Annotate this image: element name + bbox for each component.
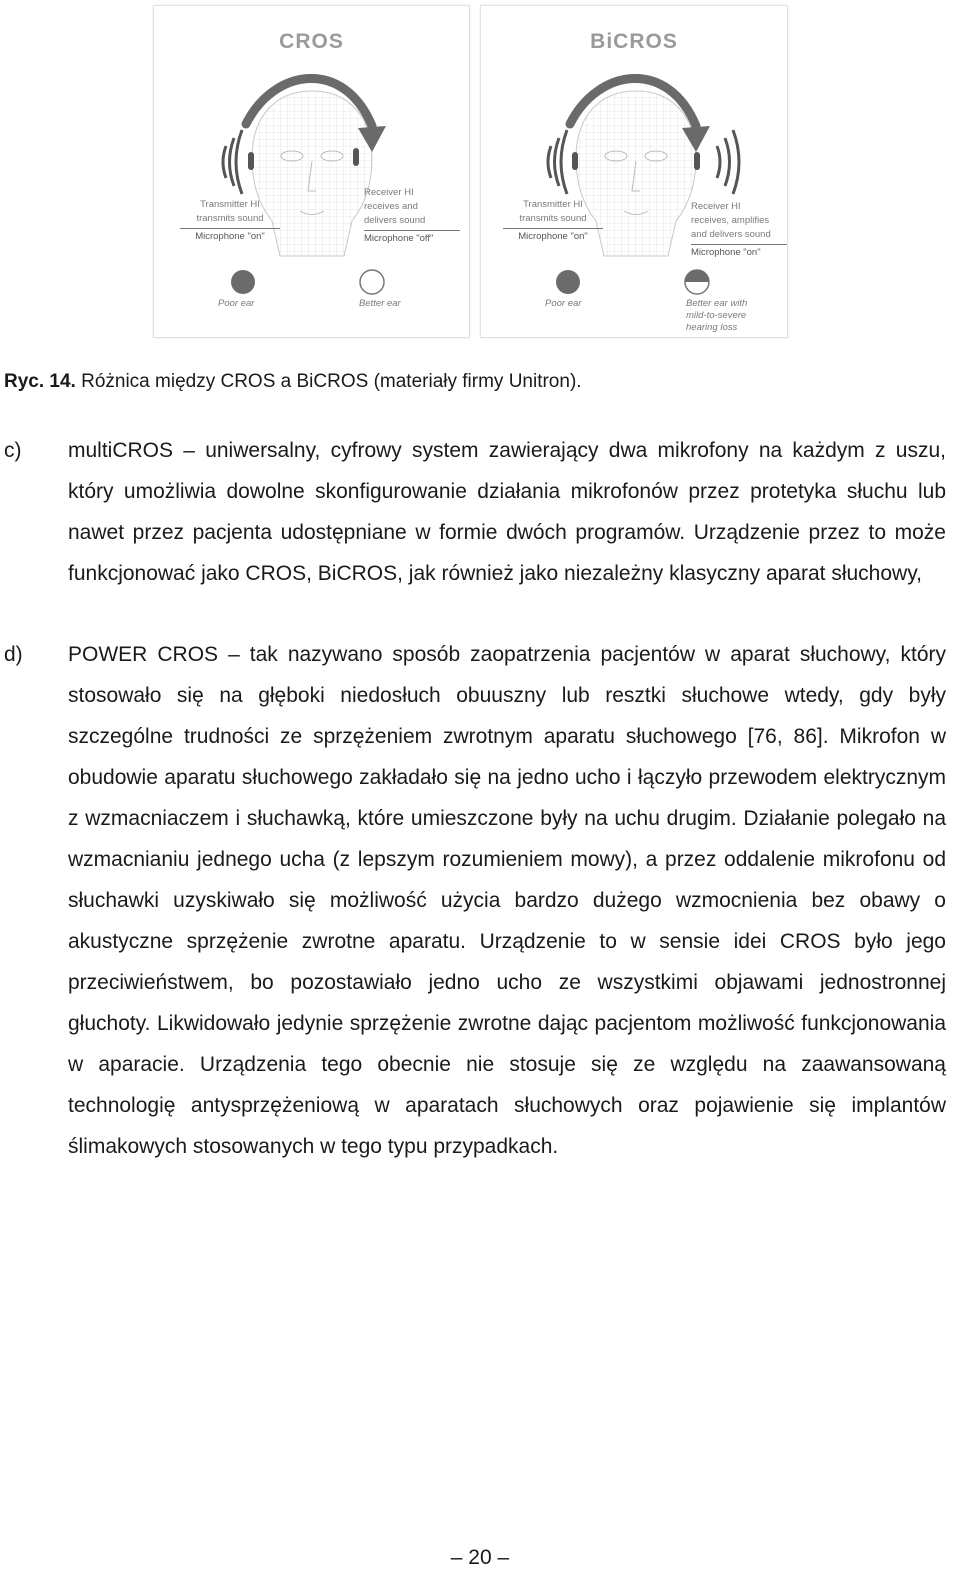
head-diagram-icon <box>154 6 470 338</box>
head-diagram-icon <box>481 6 788 338</box>
better-ear-label: Better ear <box>359 298 401 309</box>
panel-title: BiCROS <box>590 30 678 53</box>
receiver-mic: Microphone "off" <box>364 230 460 246</box>
poor-ear-icon <box>556 270 580 294</box>
receiver-text: Receiver HI receives and delivers sound <box>364 187 426 226</box>
figure-panel-cros <box>153 5 470 338</box>
poor-ear-label: Poor ear <box>218 298 255 309</box>
transmitter-label <box>503 198 603 244</box>
item-marker: d) <box>4 643 23 666</box>
poor-ear-icon <box>231 270 255 294</box>
receiver-text: Receiver HI receives, amplifies and delivers sound <box>691 201 771 240</box>
poor-ear-label: Poor ear <box>545 298 582 309</box>
transmitter-text: Transmitter HI transmits sound <box>519 199 587 224</box>
caption-prefix: Ryc. 14. <box>4 371 76 392</box>
better-ear-label: Better ear with mild-to-severe hearing loss <box>686 298 748 333</box>
figure-caption <box>4 371 582 393</box>
figure-panel-bicros <box>480 5 788 338</box>
page-number: – 20 – <box>450 1546 510 1569</box>
panel-title: CROS <box>279 30 344 53</box>
better-ear-icon <box>360 270 384 294</box>
receiver-label <box>691 200 787 260</box>
receiver-mic: Microphone "on" <box>691 244 787 260</box>
item-text: multiCROS – uniwersalny, cyfrowy system zawierający dwa mikrofony na każdym z uszu, który umożliwia dowolne skonfigurowanie działania mikrofonów przez protetyka słuchu lub nawet przez pacjenta udostępniane w formie dwóch programów. Urządzenie przez to może funkcjonować jako CROS, BiCROS, jak również jako niezależny klasyczny aparat słuchowy, <box>68 439 946 585</box>
receiver-label <box>364 186 460 246</box>
caption-text: Różnica między CROS a BiCROS (materiały firmy Unitron). <box>81 371 582 392</box>
partial-ear-icon <box>685 270 709 294</box>
transmitter-label <box>180 198 280 244</box>
transmitter-mic: Microphone "on" <box>180 228 280 244</box>
transmitter-text: Transmitter HI transmits sound <box>196 199 264 224</box>
item-marker: c) <box>4 439 22 462</box>
transmitter-mic: Microphone "on" <box>503 228 603 244</box>
item-text: POWER CROS – tak nazywano sposób zaopatrzenia pacjentów w aparat słuchowy, który stosowało się na głęboki niedosłuch obuuszny lub resztki słuchowe wtedy, gdy były szczególne trudności ze sprzężeniem zwrotnym aparatu słuchowego [76, 86]. Mikrofon w obudowie aparatu słuchowego zakładało się na jedno ucho i łączyło przewodem elektrycznym z wzmacniaczem i słuchawką, które umieszczone były na uchu drugim. Działanie polegało na wzmacnianiu jednego ucha (z lepszym rozumieniem mowy), a przez oddalenie mikrofonu od słuchawki uzyskiwało się możliwość użycia bardzo dużego wzmocnienia bez obawy o akustyczne sprzężenie zwrotne aparatu. Urządzenie to w sensie idei CROS było jego przeciwieństwem, bo pozostawiało jedno ucho ze wszystkimi objawami jednostronnej głuchoty. Likwidowało jedynie sprzężenie zwrotne dając pacjentom możliwość funkcjonowania w aparacie. Urządzenia tego obecnie nie stosuje się ze względu na zaawansowaną technologię antysprzężeniową w aparatach słuchowych oraz pojawienie się implantów ślimakowych stosowanych w tego typu przypadkach. <box>68 643 946 1158</box>
